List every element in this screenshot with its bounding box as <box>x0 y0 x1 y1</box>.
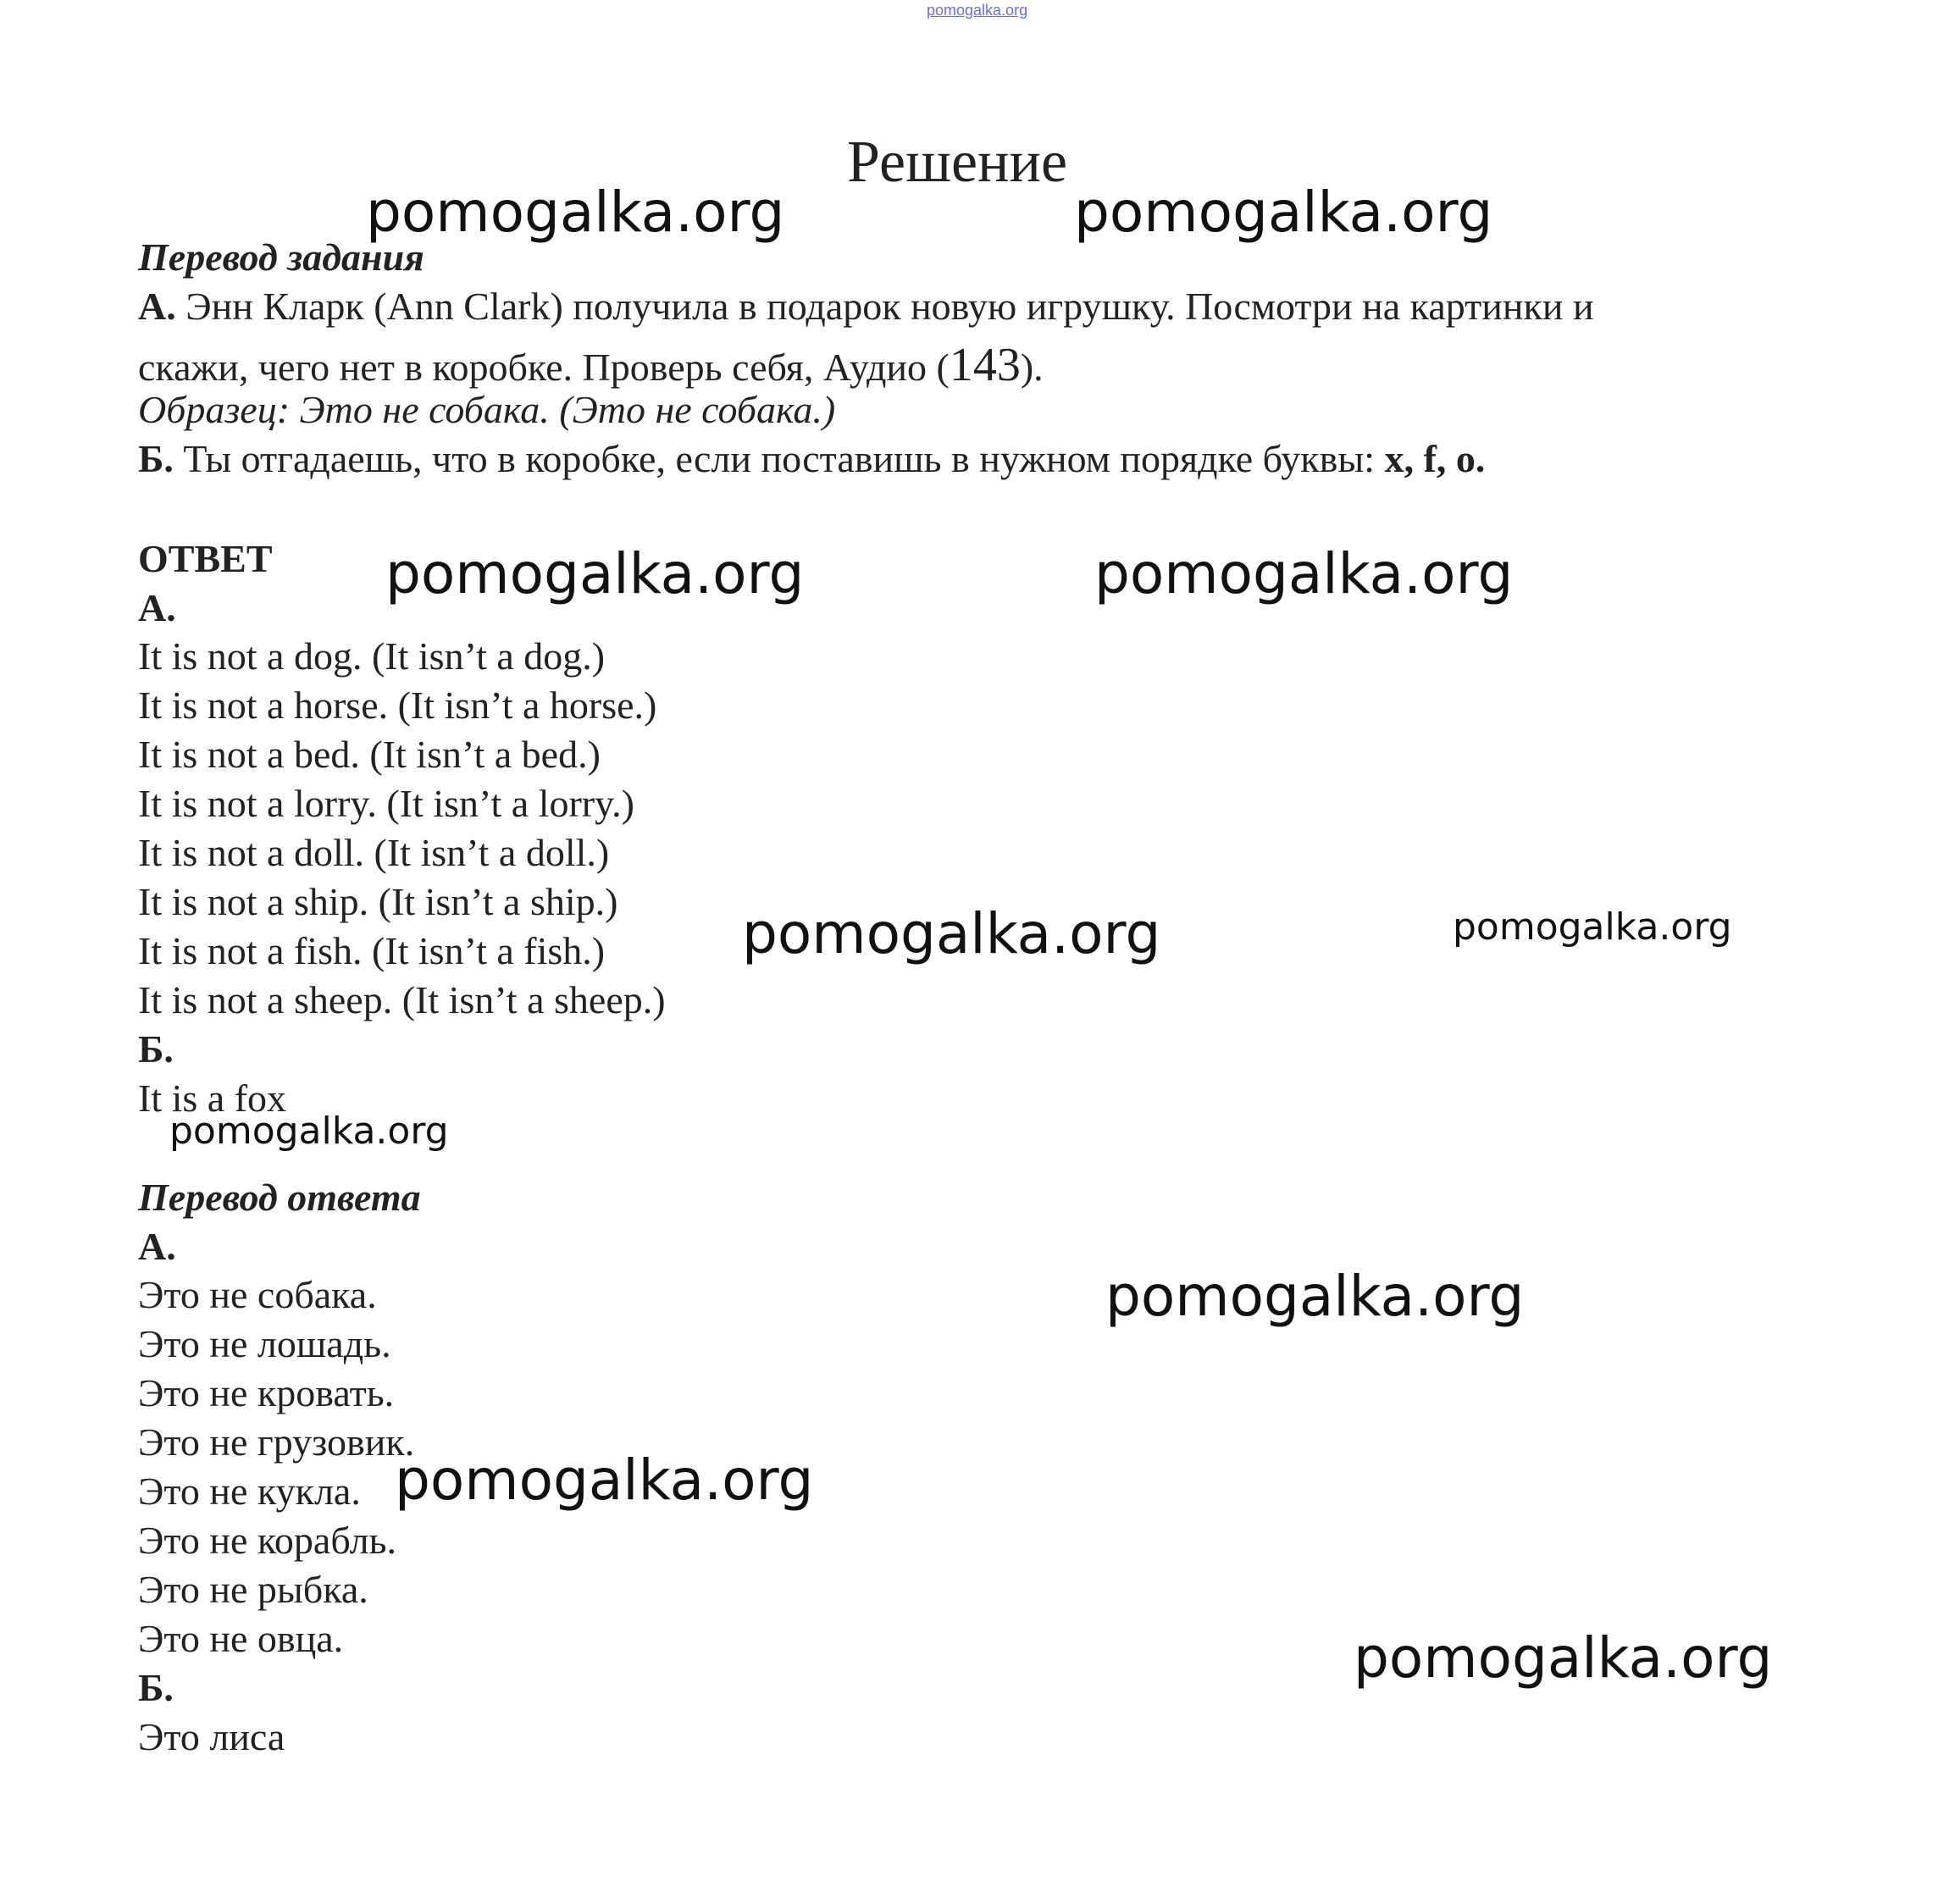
translation-b-label: Б. <box>138 1666 174 1709</box>
translation-a-line: Это не кровать. <box>138 1371 395 1414</box>
translation-a-line: Это не рыбка. <box>138 1568 368 1611</box>
watermark: pomogalka.org <box>1105 1264 1525 1329</box>
page-title: Решение <box>847 130 1068 195</box>
task-a-text2-start: скажи, чего нет в коробке. Проверь себя, Аудио ( <box>138 346 950 389</box>
answer-b-label: Б. <box>138 1027 174 1071</box>
answer-b-line: It is a fox <box>138 1077 287 1120</box>
translation-a-line: Это не лошадь. <box>138 1322 391 1365</box>
answer-a-line: It is not a fish. (It isn’t a fish.) <box>138 929 606 972</box>
answer-a-line: It is not a doll. (It isn’t a doll.) <box>138 831 610 874</box>
answer-a-line: It is not a dog. (It isn’t a dog.) <box>138 634 606 678</box>
watermark: pomogalka.org <box>1094 541 1514 606</box>
watermark: pomogalka.org <box>169 1110 449 1153</box>
answer-a-line: It is not a ship. (It isn’t a ship.) <box>138 880 618 923</box>
translation-a-line: Это не кукла. <box>138 1470 361 1513</box>
task-b-line <box>138 437 1486 480</box>
task-sample: Образец: Это не собака. (Это не собака.) <box>138 388 836 431</box>
top-watermark: pomogalka.org <box>927 2 1028 19</box>
translation-a-line: Это не овца. <box>138 1617 344 1660</box>
task-a-line1 <box>138 287 1594 326</box>
watermark: pomogalka.org <box>385 541 805 606</box>
watermark: pomogalka.org <box>1453 905 1732 949</box>
answer-a-line: It is not a bed. (It isn’t a bed.) <box>138 733 601 776</box>
watermark: pomogalka.org <box>742 901 1161 966</box>
task-translation-heading: Перевод задания <box>138 235 424 279</box>
task-b-letters: x, f, o. <box>1384 437 1486 480</box>
task-b-text: Ты отгадаешь, что в коробке, если поставишь в нужном порядке буквы: <box>183 437 1385 480</box>
watermark: pomogalka.org <box>366 180 785 245</box>
task-a-text1: Энн Кларк (Ann Clark) получила в подарок новую игрушку. Посмотри на картинки и <box>185 285 1594 328</box>
translation-a-line: Это не корабль. <box>138 1519 397 1562</box>
audio-number: 143 <box>949 339 1021 391</box>
translation-b-line: Это лиса <box>138 1715 285 1758</box>
translation-a-line: Это не собака. <box>138 1273 377 1316</box>
task-b-label: Б. <box>138 437 174 480</box>
task-a-line2 <box>138 341 1044 389</box>
answer-a-line: It is not a lorry. (It isn’t a lorry.) <box>138 782 634 825</box>
answer-heading: ОТВЕТ <box>138 537 273 580</box>
task-a-label: А. <box>138 285 176 328</box>
answer-a-label: А. <box>138 586 176 629</box>
task-a-text2-end: ). <box>1020 346 1044 389</box>
answer-a-line: It is not a horse. (It isn’t a horse.) <box>138 684 657 727</box>
answer-translation-heading: Перевод ответа <box>138 1176 421 1219</box>
answer-a-line: It is not a sheep. (It isn’t a sheep.) <box>138 978 666 1021</box>
watermark: pomogalka.org <box>395 1447 814 1513</box>
watermark: pomogalka.org <box>1074 180 1493 245</box>
translation-a-line: Это не грузовик. <box>138 1420 415 1464</box>
watermark: pomogalka.org <box>1354 1625 1773 1691</box>
translation-a-label: А. <box>138 1225 176 1268</box>
